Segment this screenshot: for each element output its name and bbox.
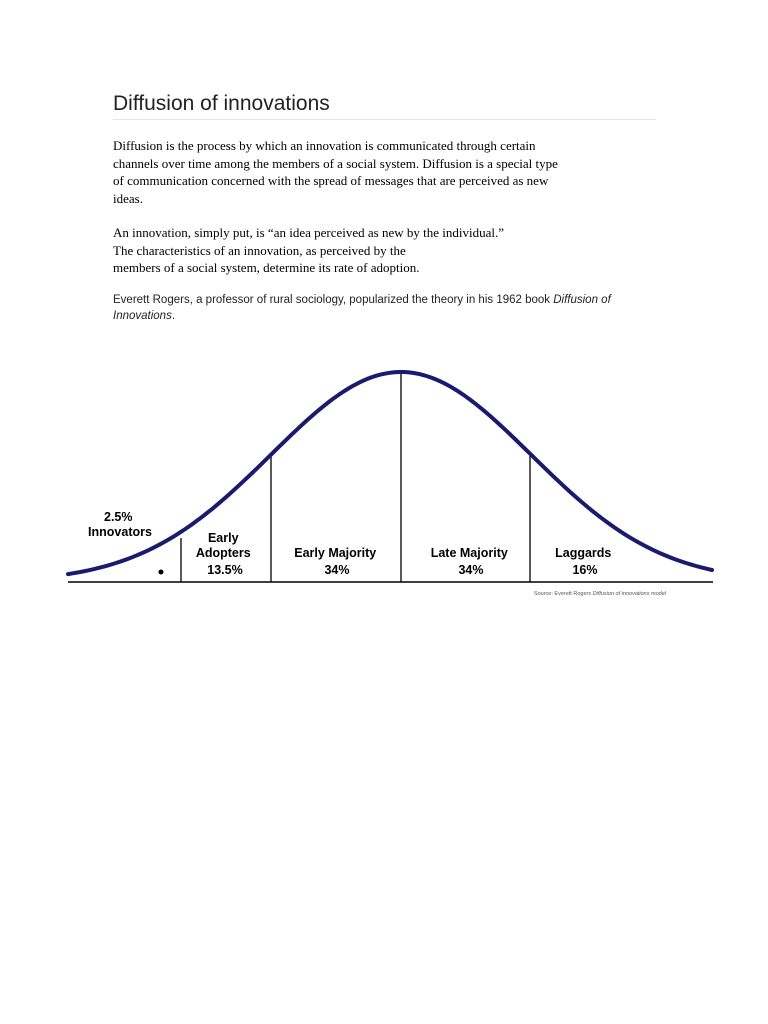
source-model-title: Diffusion of innovations model — [592, 591, 666, 597]
label-laggards — [555, 546, 615, 577]
label-line: Early — [207, 531, 239, 545]
label-line: Adopters — [195, 546, 251, 560]
paragraph-line: An innovation, simply put, is “an idea perceived as new by the individual.” — [113, 225, 504, 240]
label-innovators — [88, 510, 152, 539]
credit-book-title: Diffusion of Innovations — [113, 294, 611, 322]
paragraph-line: ideas. — [113, 190, 143, 206]
page-title: Diffusion of innovations — [113, 91, 656, 120]
credit-suffix: . — [171, 310, 176, 322]
label-line: Early Majority — [294, 546, 377, 560]
label-early-adopters — [196, 531, 254, 577]
paragraph-line: of communication concerned with the spread of messages that are perceived as new — [113, 173, 549, 188]
label-line: 13.5% — [207, 563, 243, 577]
label-line: 34% — [458, 563, 484, 577]
paragraph-line: Diffusion is the process by which an innovation is communicated through certain — [113, 138, 536, 153]
bell-curve — [68, 372, 712, 574]
label-line: Innovators — [88, 525, 152, 539]
paragraph-line: The characteristics of an innovation, as perceived by the — [113, 242, 406, 258]
label-line: 34% — [324, 563, 350, 577]
label-line: 2.5% — [104, 510, 133, 524]
label-early-majority — [294, 546, 379, 577]
paragraph-line: channels over time among the members of a social system. Diffusion is a special type — [113, 155, 558, 171]
label-line: Laggards — [555, 546, 612, 560]
source-prefix: Source: Everett Rogers — [533, 591, 593, 597]
innovators-marker-dot — [159, 570, 164, 575]
label-line: Late Majority — [430, 546, 508, 560]
label-late-majority — [431, 546, 512, 577]
credit-prefix: Everett Rogers, a professor of rural sociology, popularized the theory in his 1962 book — [113, 294, 554, 306]
source-note — [534, 591, 667, 597]
paragraph-line: members of a social system, determine its rate of adoption. — [113, 260, 420, 275]
label-line: 16% — [572, 563, 598, 577]
